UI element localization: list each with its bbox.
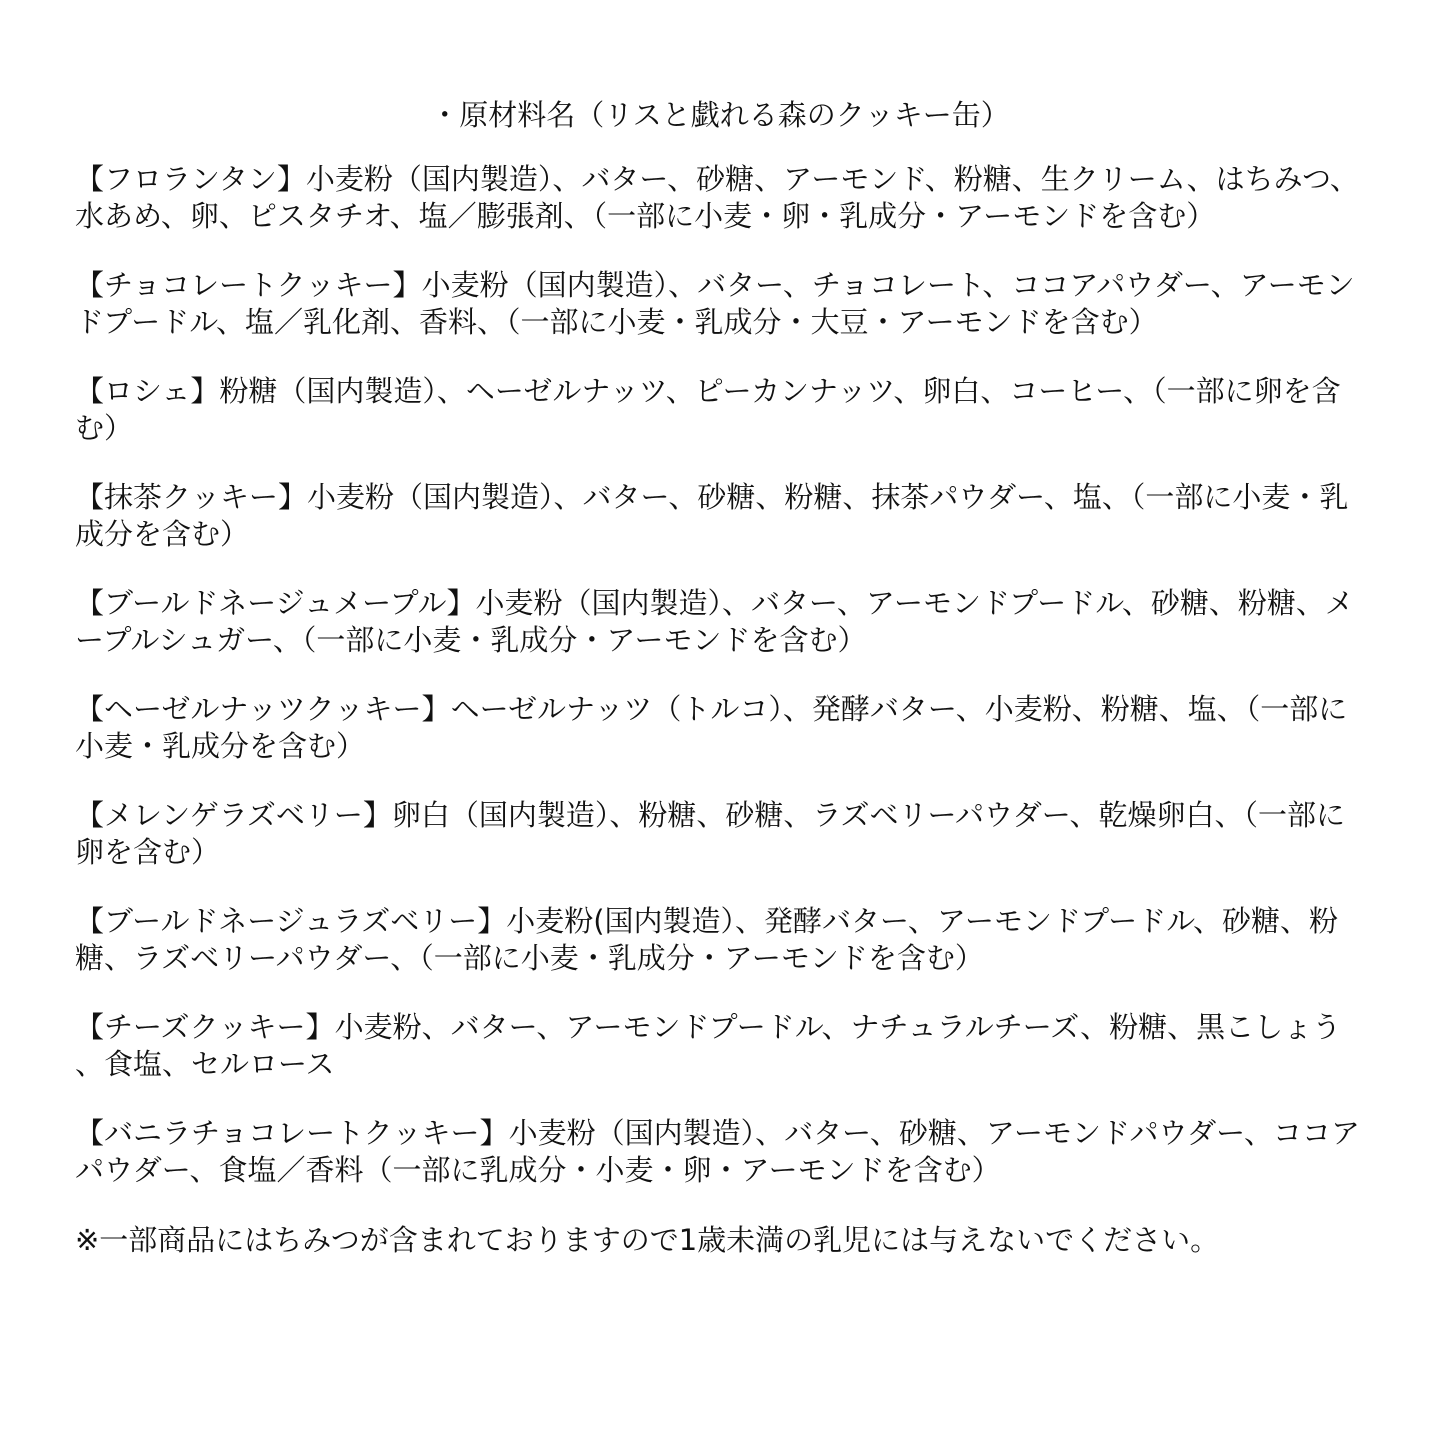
section-body: 粉糖（国内製造）、ヘーゼルナッツ、ピーカンナッツ、卵白、コーヒー、（一部に卵を含む） [75, 374, 1341, 445]
section-body: 小麦粉（国内製造）、バター、チョコレート、ココアパウダー、アーモンドプードル、塩／乳化剤、香料、（一部に小麦・乳成分・大豆・アーモンドを含む） [75, 268, 1355, 339]
section-body: ヘーゼルナッツ（トルコ）、発酵バター、小麦粉、粉糖、塩、（一部に小麦・乳成分を含む） [75, 692, 1348, 763]
page-title: ・原材料名（リスと戯れる森のクッキー缶） [430, 98, 1010, 132]
section-heading: 【チーズクッキー】 [75, 1010, 335, 1044]
section-heading: 【フロランタン】 [75, 162, 306, 196]
section-rocher [75, 373, 1365, 446]
section-body: 小麦粉、バター、アーモンドプードル、ナチュラルチーズ、粉糖、黒こしょう、食塩、セルロース [75, 1010, 1342, 1081]
section-cheese-cookie [75, 1009, 1365, 1082]
section-matcha-cookie [75, 479, 1365, 552]
section-body: 卵白（国内製造）、粉糖、砂糖、ラズベリーパウダー、乾燥卵白、（一部に卵を含む） [75, 798, 1346, 869]
section-body: 小麦粉（国内製造）、バター、砂糖、アーモンド、粉糖、生クリーム、はちみつ、水あめ、卵、ピスタチオ、塩／膨張剤、（一部に小麦・卵・乳成分・アーモンドを含む） [75, 162, 1359, 233]
section-heading: 【ブールドネージュラズベリー】 [75, 904, 507, 938]
section-florentin [75, 161, 1365, 234]
section-chocolate-cookie [75, 267, 1365, 340]
ingredients-document [75, 95, 1365, 1259]
section-body: 小麦粉（国内製造）、バター、砂糖、粉糖、抹茶パウダー、塩、（一部に小麦・乳成分を含む） [75, 480, 1349, 551]
section-heading: 【メレンゲラズベリー】 [75, 798, 392, 832]
section-body: 小麦粉(国内製造）、発酵バター、アーモンドプードル、砂糖、粉糖、ラズベリーパウダー、（一部に小麦・乳成分・アーモンドを含む） [75, 904, 1338, 975]
honey-warning-note: ※一部商品にはちみつが含まれておりますので1歳未満の乳児には与えないでください。 [75, 1223, 1220, 1257]
section-boule-de-neige-raspberry [75, 903, 1365, 976]
section-body: 小麦粉（国内製造）、バター、アーモンドプードル、砂糖、粉糖、メープルシュガー、（一部に小麦・乳成分・アーモンドを含む） [75, 586, 1354, 657]
section-vanilla-chocolate-cookie [75, 1115, 1365, 1188]
section-heading: 【抹茶クッキー】 [75, 480, 308, 514]
section-heading: 【ロシェ】 [75, 374, 220, 408]
section-body: 小麦粉（国内製造）、バター、砂糖、アーモンドパウダー、ココアパウダー、食塩／香料（一部に乳成分・小麦・卵・アーモンドを含む） [75, 1116, 1361, 1187]
section-heading: 【ヘーゼルナッツクッキー】 [75, 692, 451, 726]
section-heading: 【バニラチョコレートクッキー】 [75, 1116, 509, 1150]
section-boule-de-neige-maple [75, 585, 1365, 658]
section-meringue-raspberry [75, 797, 1365, 870]
section-hazelnut-cookie [75, 691, 1365, 764]
section-heading: 【ブールドネージュメープル】 [75, 586, 476, 620]
section-heading: 【チョコレートクッキー】 [75, 268, 422, 302]
